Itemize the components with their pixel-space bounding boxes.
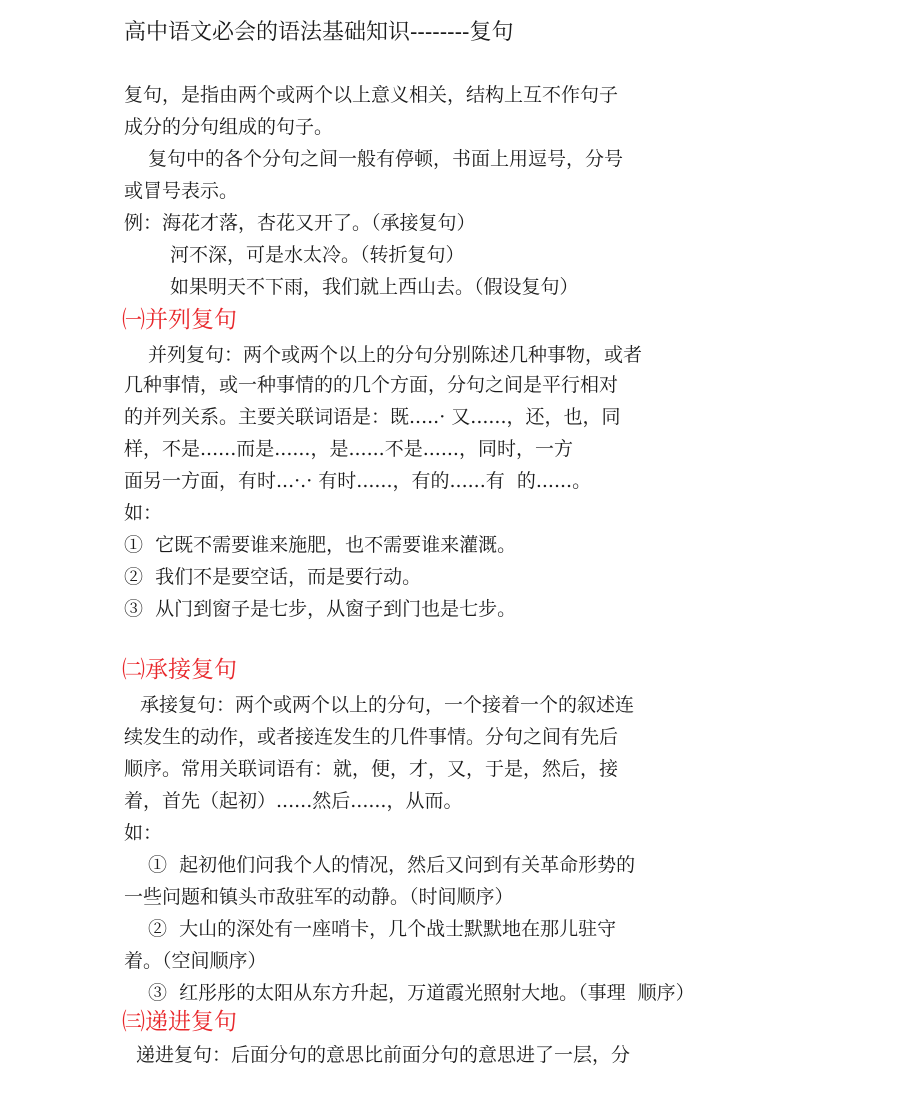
example-label: 如： [124,502,163,524]
section-body-line: 承接复句：两个或两个以上的分句，一个接着一个的叙述连 [140,694,635,716]
section-body-line: 续发生的动作，或者接连发生的几件事情。分句之间有先后 [124,726,619,748]
intro-line: 复句，是指由两个或两个以上意义相关，结构上互不作句子 [124,84,619,106]
example-label: 如： [124,822,163,844]
section-body-line: 的并列关系。主要关联词语是：既.....· 又......，还，也，同 [124,406,621,428]
section-heading-sequential: ㈡承接复句 [122,657,237,683]
example-item: 一些问题和镇头市敌驻军的动静。（时间顺序） [124,886,514,908]
example-item: ① 它既不需要谁来施肥，也不需要谁来灌溉。 [124,534,517,556]
intro-line: 或冒号表示。 [124,180,239,202]
intro-line: 复句中的各个分句之间一般有停顿，书面上用逗号，分号 [148,148,624,170]
example-item: ② 我们不是要空话，而是要行动。 [124,566,422,588]
section-body-line: 面另一方面，有时...·.· 有时......，有的......有 的......。 [124,470,592,492]
section-body-line: 几种事情，或一种事情的的几个方面，分句之间是平行相对 [124,374,619,396]
example-item: 海花才落，杏花又开了。（承接复句） [162,212,476,234]
example-label: 例： [124,212,163,234]
example-item: ③ 红彤彤的太阳从东方升起，万道霞光照射大地。（事理 顺序） [148,982,695,1004]
intro-line: 成分的分句组成的句子。 [124,116,334,138]
section-body-line: 着，首先（起初）......然后......，从而。 [124,790,463,812]
example-item: ① 起初他们问我个人的情况，然后又问到有关革命形势的 [148,854,636,876]
example-item: 河不深，可是水太冷。（转折复句） [170,244,465,266]
example-item: 如果明天不下雨，我们就上西山去。（假设复句） [170,276,579,298]
example-item: 着。（空间顺序） [124,950,267,972]
section-heading-parallel: ㈠并列复句 [122,307,237,333]
section-body-line: 并列复句：两个或两个以上的分句分别陈述几种事物，或者 [148,344,643,366]
example-item: ② 大山的深处有一座哨卡，几个战士默默地在那儿驻守 [148,918,617,940]
section-body-line: 顺序。常用关联词语有：就，便，才，又，于是，然后，接 [124,758,619,780]
section-body-line: 递进复句：后面分句的意思比前面分句的意思进了一层，分 [136,1044,631,1066]
section-body-line: 样，不是......而是......，是......不是......，同时，一方 [124,438,573,460]
example-item: ③ 从门到窗子是七步，从窗子到门也是七步。 [124,598,517,620]
page-title: 高中语文必会的语法基础知识--------复句 [124,20,514,45]
section-heading-progressive: ㈢递进复句 [122,1009,237,1035]
